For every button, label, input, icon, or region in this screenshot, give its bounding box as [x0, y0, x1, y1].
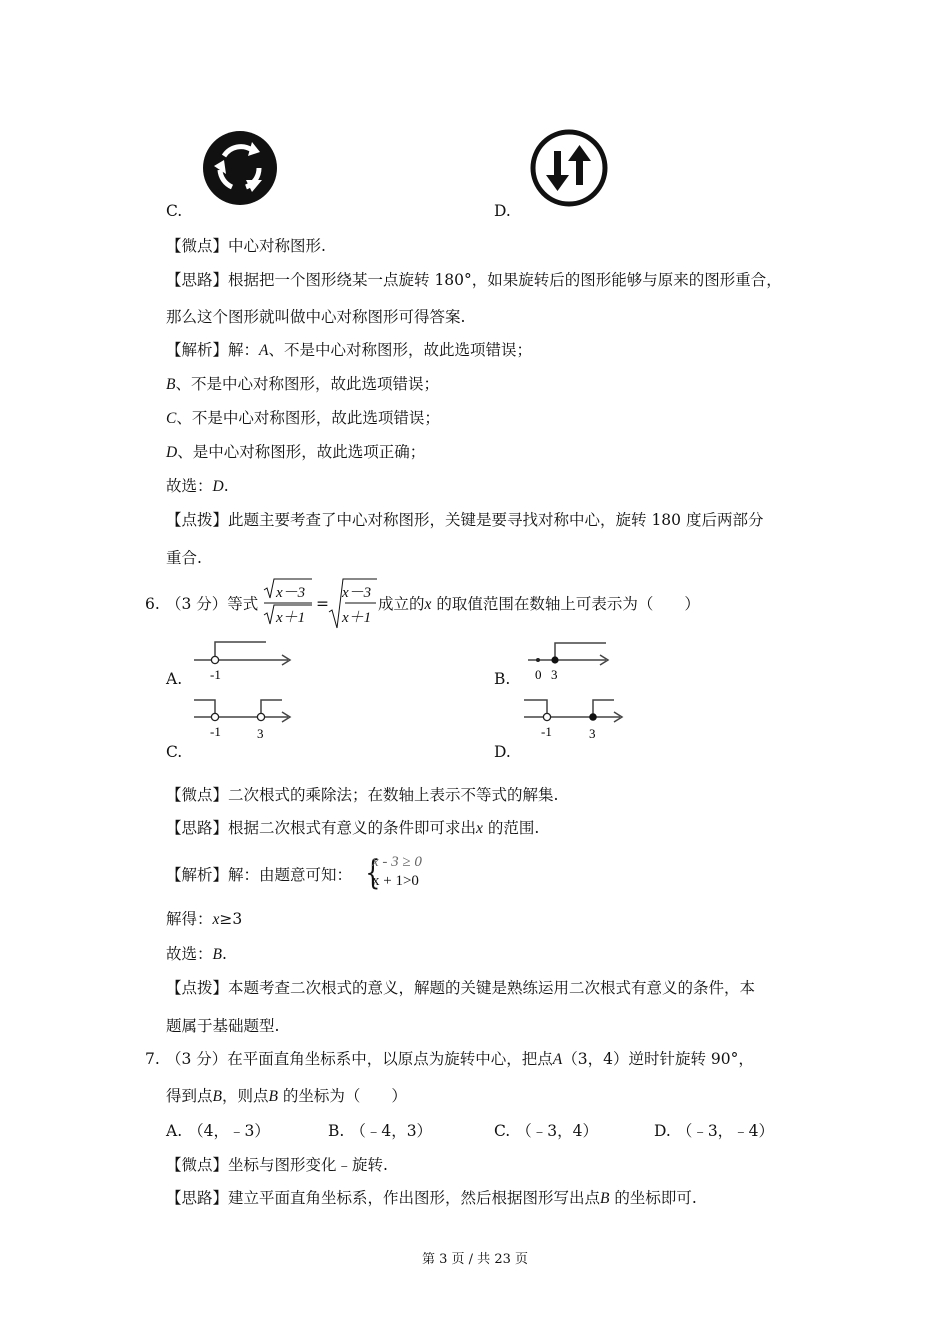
point-tag: 【微点】: [166, 786, 229, 804]
q5-analysis-d: [166, 442, 425, 463]
q5-choose: [166, 476, 229, 497]
stem-text: 的取值范围在数轴上可表示为（ ）: [431, 595, 700, 613]
stem-var: x: [424, 596, 432, 613]
solve-post: ≥3: [219, 910, 243, 928]
idea-text: 的范围.: [482, 819, 540, 837]
q5-point: [166, 236, 326, 256]
idea-var: B: [600, 1190, 610, 1207]
q5-analysis-b: [166, 374, 439, 395]
analysis-pre: 解：: [228, 341, 260, 359]
analysis-tag: 【解析】: [166, 866, 229, 884]
idea-tag: 【思路】: [166, 1189, 229, 1207]
q7-point: [166, 1155, 388, 1175]
stem-text: 的坐标为（ ）: [277, 1087, 407, 1105]
q6-option-b-label: B.: [494, 670, 511, 688]
option-d-label: D.: [494, 202, 511, 220]
tick-label: 0: [535, 667, 542, 682]
stem-text: （3 分）在平面直角坐标系中，以原点为旋转中心，把点: [166, 1050, 553, 1068]
q7-option-d: [654, 1121, 774, 1141]
option-label: A.: [166, 1122, 183, 1140]
page-footer: 第 3 页 / 共 23 页: [422, 1252, 528, 1267]
comment-tag: 【点拨】: [166, 979, 229, 997]
number-line-a: [190, 636, 300, 682]
q6-comment-line1: [166, 978, 755, 998]
idea-tag: 【思路】: [166, 819, 229, 837]
tick-label: 3: [257, 726, 264, 741]
number-line-d: [520, 694, 630, 742]
tick-label: -1: [210, 667, 221, 682]
idea-text: 的坐标即可.: [609, 1189, 697, 1207]
option-letter: A: [259, 342, 269, 359]
q5-comment-line2: 重合.: [166, 549, 202, 567]
q7-option-a: [166, 1121, 270, 1141]
stem-point: B: [212, 1088, 222, 1105]
q6-rhs-numerator: x－3: [342, 585, 372, 601]
analysis-text: 、是中心对称图形，故此选项正确；: [177, 443, 426, 461]
q6-comment-line2: 题属于基础题型.: [166, 1017, 280, 1035]
option-label: C.: [494, 1122, 511, 1140]
q6-option-d-label: D.: [494, 743, 511, 761]
q5-analysis-c: [166, 408, 440, 429]
q7-idea: [166, 1188, 697, 1209]
option-label: D.: [654, 1122, 671, 1140]
stem-text: 成立的: [378, 595, 425, 613]
system-line1: x - 3 ≥ 0: [372, 854, 422, 870]
q6-point: [166, 785, 558, 805]
point-tag: 【微点】: [166, 237, 229, 255]
option-value: （﹣3，﹣4）: [676, 1122, 775, 1140]
solve-var: x: [212, 911, 220, 928]
q7-stem-line2: [166, 1086, 407, 1107]
analysis-tag: 【解析】: [166, 341, 229, 359]
analysis-text: 、不是中心对称图形，故此选项错误；: [175, 375, 439, 393]
q6-analysis: [166, 865, 352, 885]
tick-label: -1: [541, 724, 552, 739]
stem-text: ，则点: [221, 1087, 269, 1105]
point-text: 中心对称图形.: [228, 237, 326, 255]
system-line2: x + 1>0: [372, 873, 419, 889]
q7-option-c: [494, 1121, 598, 1141]
q5-idea-line1: [166, 270, 782, 290]
comment-text: 本题考查二次根式的意义，解题的关键是熟练运用二次根式有意义的条件，本: [228, 979, 756, 997]
idea-text: 根据二次根式有意义的条件即可求出: [228, 819, 477, 837]
q6-solve: [166, 909, 242, 930]
choose-pre: 故选：: [166, 945, 213, 963]
tick-label: 3: [589, 726, 596, 741]
q7-option-b: [328, 1121, 432, 1141]
q5-comment-line1: [166, 510, 763, 530]
option-value: （﹣3，4）: [516, 1122, 598, 1140]
q6-rhs-denominator: x＋1: [342, 610, 372, 626]
comment-text: 此题主要考查了中心对称图形，关键是要寻找对称中心，旋转 180 度后两部分: [228, 511, 764, 529]
option-value: （4，﹣3）: [188, 1122, 270, 1140]
q6-lhs-denominator: x＋1: [276, 610, 306, 626]
q6-option-a-label: A.: [166, 670, 183, 688]
stem-point: B: [268, 1088, 278, 1105]
choose-post: .: [223, 477, 229, 495]
point-text: 坐标与图形变化﹣旋转.: [228, 1156, 388, 1174]
choose-letter: D: [212, 478, 224, 495]
choose-letter: B: [212, 946, 222, 963]
option-letter: D: [166, 444, 178, 461]
q5-idea-line2: 那么这个图形就叫做中心对称图形可得答案.: [166, 308, 466, 326]
idea-text: 根据把一个图形绕某一点旋转 180°，如果旋转后的图形能够与原来的图形重合，: [228, 271, 782, 289]
idea-tag: 【思路】: [166, 271, 229, 289]
option-label: B.: [328, 1122, 345, 1140]
q6-equals: =: [316, 595, 329, 613]
option-value: （﹣4，3）: [350, 1122, 433, 1140]
tick-label: -1: [210, 724, 221, 739]
point-text: 二次根式的乘除法；在数轴上表示不等式的解集.: [228, 786, 559, 804]
tick-label: 3: [551, 667, 558, 682]
q7-stem-line1: [166, 1049, 754, 1070]
option-letter: B: [166, 376, 176, 393]
idea-text: 建立平面直角坐标系，作出图形，然后根据图形写出点: [228, 1189, 601, 1207]
analysis-text: 解：由题意可知：: [228, 866, 353, 884]
q6-idea: [166, 818, 539, 839]
idea-var: x: [476, 820, 483, 837]
point-tag: 【微点】: [166, 1156, 229, 1174]
number-line-c: [190, 694, 300, 742]
stem-text: 得到点: [166, 1087, 213, 1105]
option-c-label: C.: [166, 202, 183, 220]
q6-choose: [166, 944, 227, 965]
q6-score: （3 分）等式: [166, 595, 259, 613]
q7-number: 7.: [145, 1050, 160, 1068]
number-line-b: [524, 636, 614, 682]
choose-pre: 故选：: [166, 477, 213, 495]
q6-stem: [378, 594, 700, 615]
system-brace: {: [365, 853, 381, 893]
q6-number: 6.: [145, 595, 160, 613]
option-letter: C: [166, 410, 177, 427]
analysis-text: 、不是中心对称图形，故此选项错误；: [176, 409, 440, 427]
comment-tag: 【点拨】: [166, 511, 229, 529]
stem-text: （3，4）逆时针旋转 90°，: [562, 1050, 754, 1068]
choose-post: .: [221, 945, 227, 963]
stem-point: A: [552, 1051, 563, 1068]
analysis-text: 、不是中心对称图形，故此选项错误；: [268, 341, 533, 359]
q5-analysis-a: [166, 340, 532, 361]
solve-pre: 解得：: [166, 910, 213, 928]
q6-option-c-label: C.: [166, 743, 183, 761]
q6-lhs-numerator: x－3: [276, 585, 306, 601]
